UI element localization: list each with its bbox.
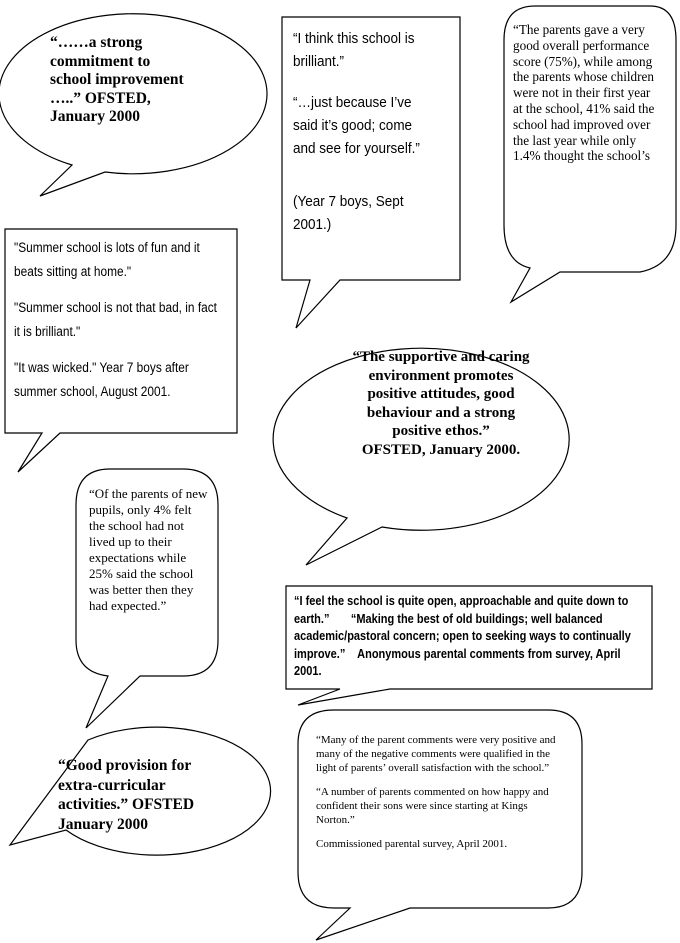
brilliant-quote-line: “I think this school is brilliant.” (293, 30, 415, 70)
anonymous-comments: “I feel the school is quite open, approachable and quite down to earth.” “Making the best of old buildings; well balanced academic/pastoral concern; open to seeking ways to continually improve.” Anonymous parental comments from survey, April 2001. (294, 594, 634, 678)
supportive-attribution: OFSTED, January 2000. (361, 441, 521, 458)
brilliant-attribution: (Year 7 boys, Sept 2001.) (293, 193, 404, 233)
ofsted-commitment-quote: “……a strong commitment to school improvement …..” OFSTED, January 2000 (50, 34, 184, 125)
new-pupils-quote: “Of the parents of new pupils, only 4% felt the school had not lived up to their expectations while 25% said the school was better then they had expected.” (89, 486, 208, 613)
extracurricular-quote: “Good provision for extra-curricular activities.” OFSTED January 2000 (58, 757, 195, 833)
parents-score-quote: “The parents gave a very good overall performance score (75%), while among the parents whose children were not in their first year at the school, 41% said the school had improved over the last year while only 1.4% thought the school’s (513, 22, 655, 164)
brilliant-quote (293, 27, 428, 236)
commissioned-survey-quote: “Many of the parent comments were very positive and many of the negative comments were qualified in the light of parents’ overall satisfaction with the school.” “A number of parents commented on how happy and confident their sons were since starting at Kings Norton.” Commissioned parental survey, April 2001. (316, 734, 556, 850)
good-quote-line: “…just because I’ve said it’s good; come and see for yourself.” (293, 94, 420, 157)
summer-school-quote: "Summer school is lots of fun and it beats sitting at home." "Summer school is not that bad, in fact it is brilliant." "It was wicked." Year 7 boys after summer school, August 2001. (14, 240, 217, 399)
supportive-quote: “The supportive and caring environment promotes positive attitudes, good behaviour and a strong positive ethos.” OFSTED, January 2000. (332, 348, 550, 459)
